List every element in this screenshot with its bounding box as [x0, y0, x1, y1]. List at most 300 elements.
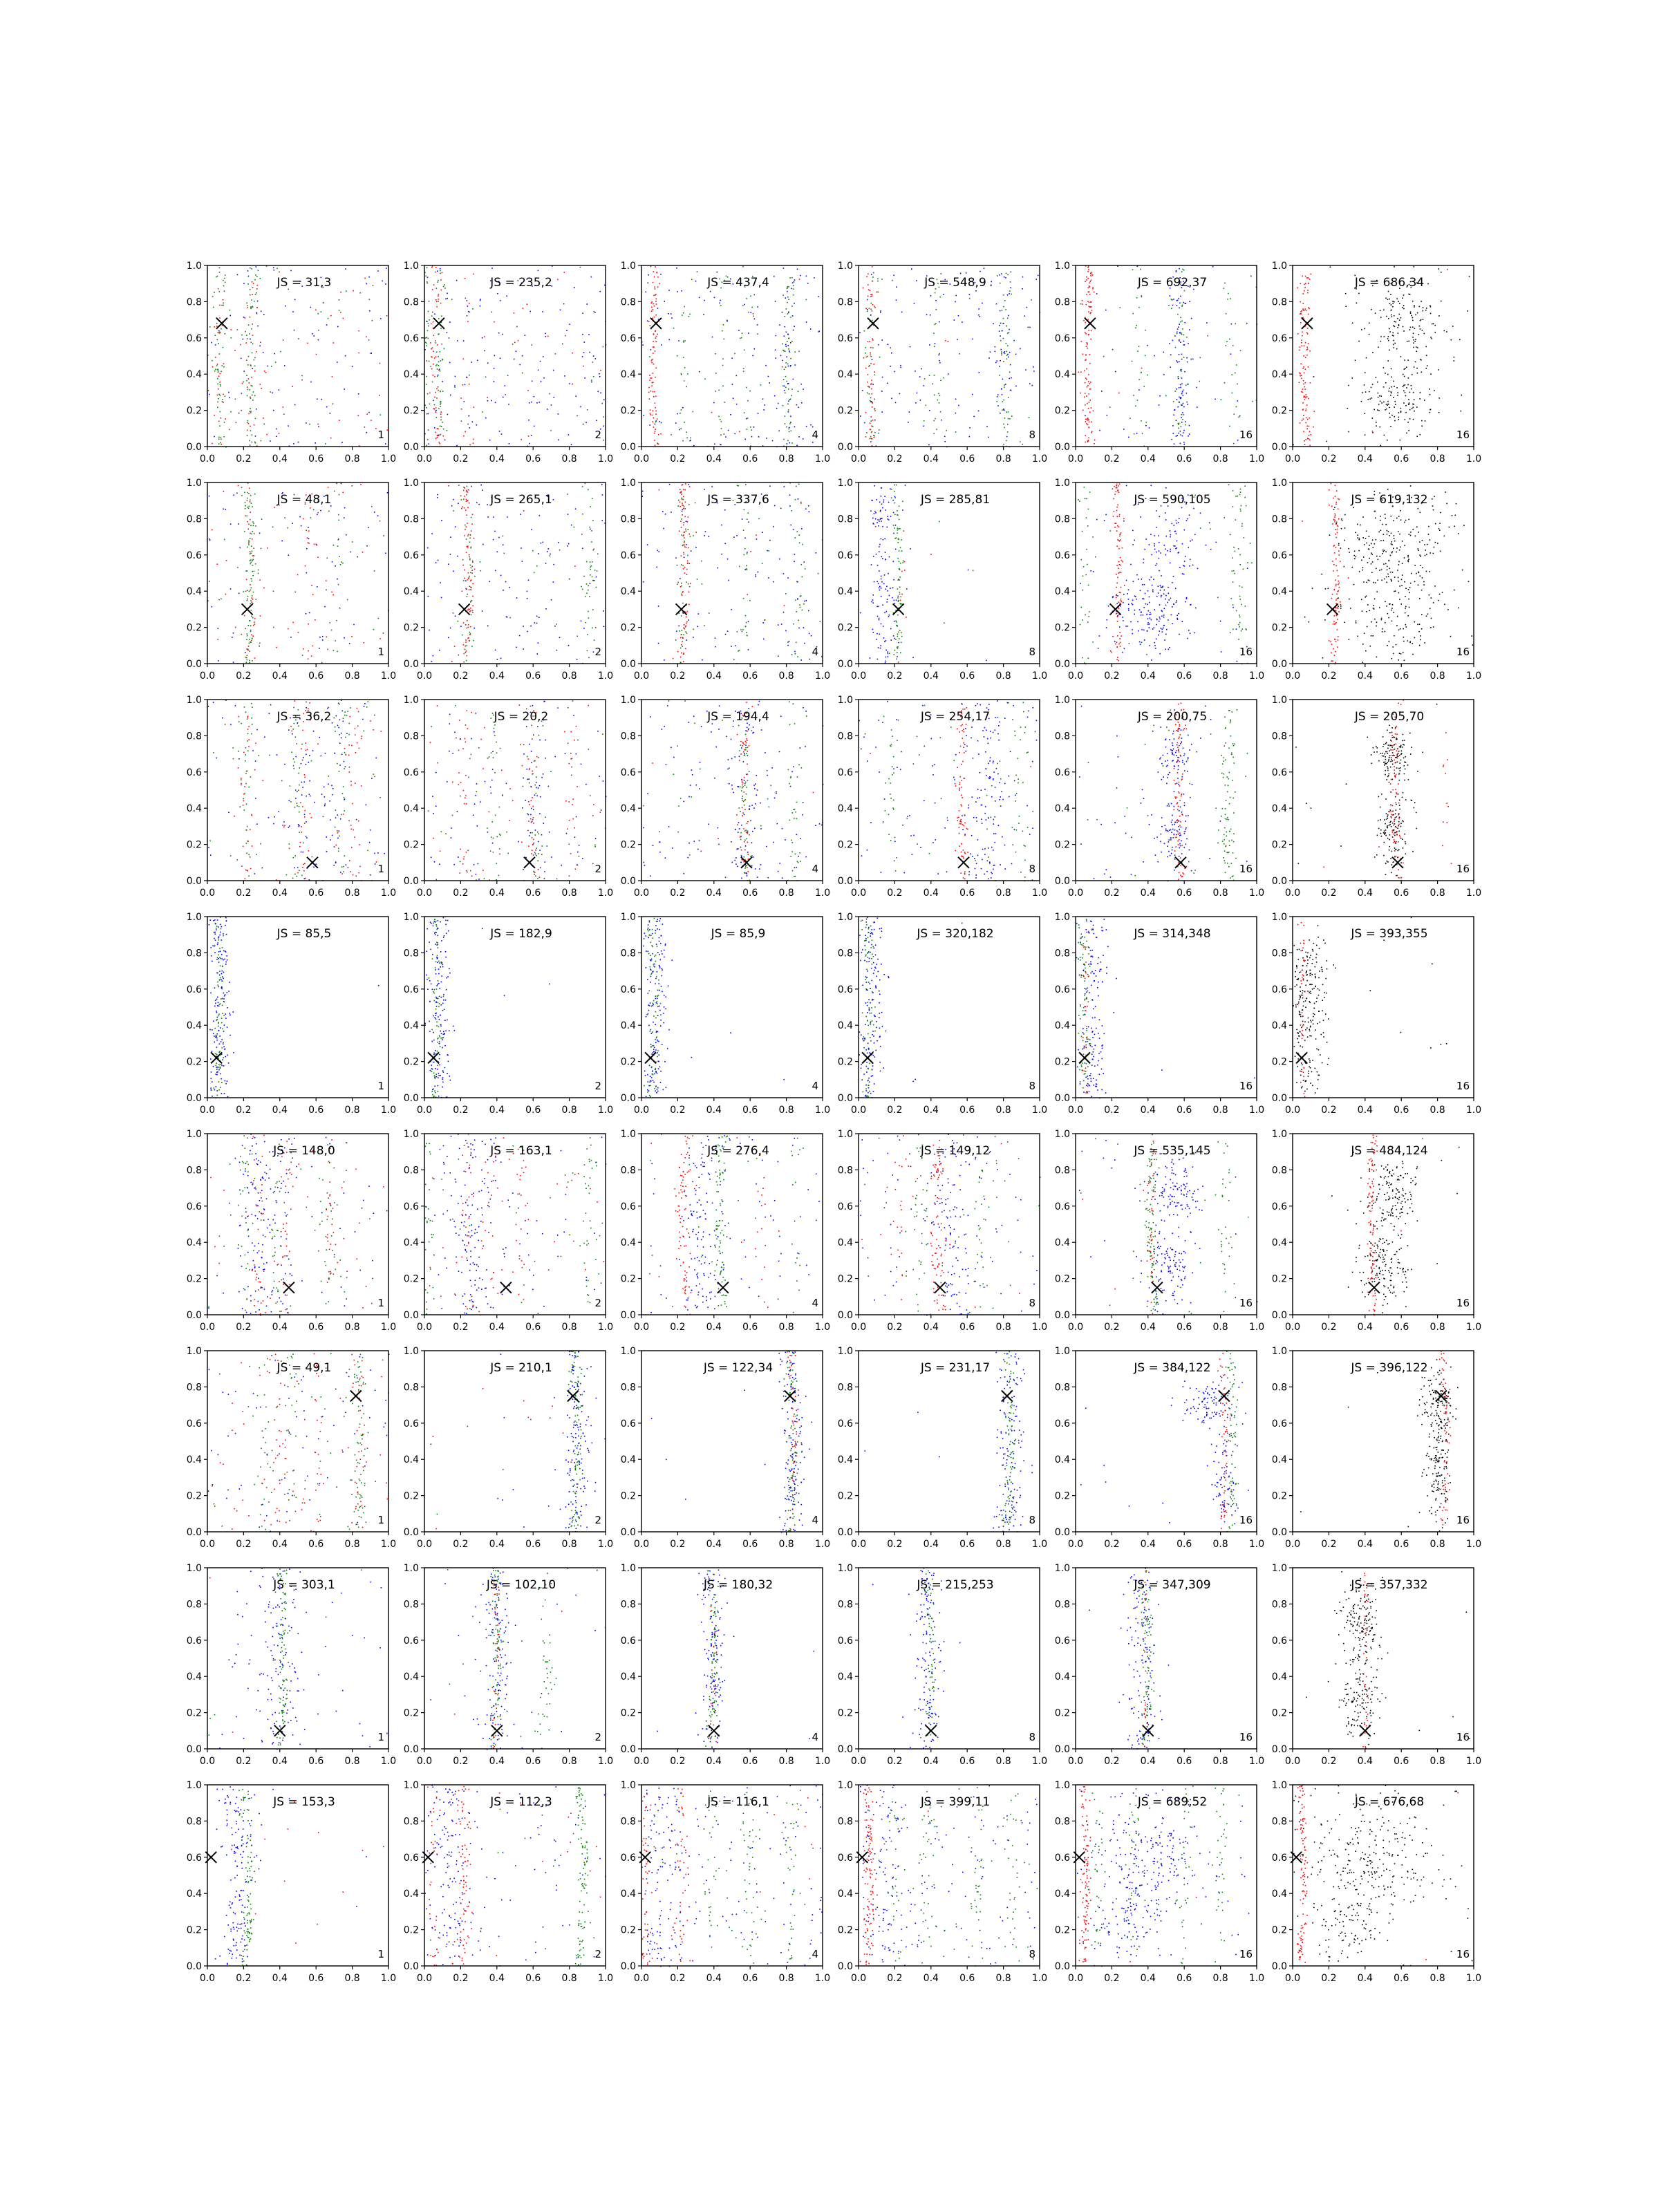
data-point	[1299, 382, 1300, 384]
scatter-panel	[838, 261, 1047, 465]
data-point	[1181, 332, 1183, 334]
data-point	[1176, 360, 1177, 362]
data-point	[595, 627, 597, 628]
data-point	[455, 615, 456, 617]
data-point	[1252, 401, 1253, 402]
data-point	[888, 653, 889, 655]
data-point	[1232, 506, 1234, 507]
data-point	[932, 384, 933, 385]
data-point	[1009, 290, 1011, 292]
data-point	[1299, 350, 1300, 351]
data-point	[352, 541, 353, 543]
data-point	[1413, 419, 1414, 420]
data-point	[221, 437, 222, 438]
data-point	[467, 321, 469, 322]
data-point	[1239, 596, 1241, 597]
data-point	[1199, 381, 1201, 382]
x-tick-label: 0.8	[778, 671, 794, 682]
data-point	[872, 438, 873, 440]
data-point	[888, 519, 890, 521]
data-point	[1419, 306, 1421, 308]
data-point	[1361, 401, 1362, 402]
data-point	[514, 342, 516, 344]
data-point	[1338, 636, 1339, 637]
data-point	[1168, 305, 1170, 306]
data-point	[440, 303, 442, 304]
data-point	[1008, 315, 1009, 317]
data-point	[1088, 311, 1089, 312]
data-point	[1414, 341, 1416, 342]
data-point	[785, 593, 787, 594]
y-tick-label: 0.0	[1054, 659, 1070, 670]
data-point	[1330, 266, 1331, 268]
data-point	[683, 534, 684, 536]
data-point	[242, 383, 243, 384]
data-point	[676, 268, 677, 269]
data-point	[1417, 373, 1418, 374]
data-point	[683, 340, 684, 341]
data-point	[527, 390, 529, 391]
data-point	[930, 554, 932, 555]
data-point	[891, 398, 892, 400]
data-point	[435, 267, 437, 268]
data-point	[256, 599, 257, 600]
data-point	[429, 393, 431, 394]
data-point	[220, 332, 221, 333]
series-black	[1293, 266, 1470, 446]
data-point	[890, 348, 891, 349]
data-point	[427, 321, 428, 322]
data-point	[1092, 287, 1094, 288]
data-point	[683, 568, 684, 570]
y-tick-label: 1.0	[186, 478, 202, 489]
data-point	[1171, 308, 1172, 310]
data-point	[1385, 601, 1386, 603]
data-point	[1151, 659, 1152, 661]
data-point	[252, 281, 253, 283]
data-point	[869, 365, 870, 366]
data-point	[936, 309, 937, 310]
data-point	[1390, 395, 1391, 396]
data-point	[794, 651, 796, 653]
data-point	[899, 568, 900, 570]
data-point	[678, 340, 679, 341]
data-point	[1444, 604, 1445, 606]
data-point	[809, 633, 810, 635]
data-point	[1158, 585, 1159, 587]
data-point	[1385, 514, 1386, 515]
data-point	[1179, 567, 1181, 568]
data-point	[236, 493, 238, 494]
data-point	[1372, 432, 1374, 433]
data-point	[241, 865, 243, 867]
data-point	[1386, 316, 1387, 317]
data-point	[1087, 424, 1089, 426]
data-point	[433, 375, 434, 376]
data-point	[1168, 619, 1169, 621]
data-point	[1080, 583, 1081, 584]
data-point	[1368, 399, 1369, 400]
data-point	[254, 366, 256, 367]
data-point	[794, 279, 796, 281]
data-point	[689, 563, 691, 564]
data-point	[1120, 557, 1121, 559]
data-point	[939, 402, 940, 404]
data-point	[1378, 393, 1379, 394]
data-point	[232, 637, 233, 638]
data-point	[442, 272, 443, 274]
data-point	[454, 386, 456, 388]
data-point	[1182, 543, 1183, 545]
data-point	[1092, 536, 1094, 538]
data-point	[247, 521, 248, 523]
data-point	[1458, 533, 1459, 534]
data-point	[1088, 374, 1089, 375]
data-point	[686, 581, 687, 583]
data-point	[872, 347, 874, 348]
y-tick-label: 0.6	[1054, 550, 1070, 561]
data-point	[386, 315, 388, 317]
corner-count-label: 8	[1029, 429, 1035, 441]
y-tick-label: 0.0	[620, 659, 636, 670]
data-point	[252, 555, 254, 556]
data-point	[1374, 619, 1376, 620]
data-point	[1155, 648, 1156, 649]
data-point	[255, 525, 256, 527]
data-point	[1151, 619, 1152, 621]
data-point	[1371, 572, 1373, 573]
data-point	[796, 611, 798, 612]
data-point	[580, 406, 581, 408]
data-point	[1093, 571, 1094, 572]
data-point	[1164, 639, 1165, 641]
data-point	[1302, 276, 1303, 277]
data-point	[599, 376, 601, 377]
data-point	[543, 356, 544, 357]
data-point	[1116, 594, 1117, 595]
data-point	[461, 499, 462, 500]
data-point	[1186, 597, 1188, 599]
data-point	[1234, 573, 1235, 574]
data-point	[780, 355, 782, 357]
data-point	[1025, 369, 1027, 371]
data-point	[1383, 540, 1385, 541]
data-point	[1447, 609, 1449, 610]
data-point	[502, 334, 503, 335]
data-point	[1441, 272, 1442, 273]
data-point	[463, 622, 465, 624]
data-point	[722, 386, 724, 387]
data-point	[876, 499, 877, 500]
data-point	[866, 357, 868, 358]
data-point	[436, 417, 438, 418]
x-tick-label: 0.2	[453, 671, 469, 682]
data-point	[449, 362, 451, 364]
series-green	[424, 265, 606, 446]
data-point	[730, 414, 731, 415]
data-point	[786, 332, 787, 333]
data-point	[316, 544, 317, 545]
data-point	[877, 519, 879, 521]
data-point	[542, 311, 543, 312]
data-point	[308, 650, 309, 652]
data-point	[1090, 312, 1091, 313]
data-point	[872, 281, 873, 282]
data-point	[1089, 383, 1090, 384]
data-point	[874, 307, 876, 308]
data-point	[688, 316, 690, 317]
data-point	[1086, 346, 1087, 347]
data-point	[1117, 621, 1118, 622]
data-point	[586, 592, 588, 594]
data-point	[708, 536, 709, 537]
data-point	[1338, 611, 1340, 612]
data-point	[1389, 417, 1391, 418]
data-point	[340, 312, 341, 313]
data-point	[1183, 341, 1185, 342]
data-point	[318, 339, 319, 341]
axes-frame	[424, 482, 606, 664]
data-point	[487, 397, 488, 399]
data-point	[1164, 545, 1165, 546]
data-point	[661, 422, 662, 424]
data-point	[1183, 390, 1184, 391]
data-point	[229, 315, 231, 317]
data-point	[899, 528, 901, 529]
data-point	[1139, 609, 1141, 610]
data-point	[467, 610, 469, 611]
data-point	[1029, 327, 1031, 328]
data-point	[1373, 547, 1374, 548]
data-point	[254, 395, 256, 397]
data-point	[1340, 561, 1341, 562]
data-point	[1334, 615, 1335, 617]
data-point	[894, 621, 895, 622]
x-marker	[1110, 603, 1121, 615]
data-point	[1240, 509, 1241, 510]
data-point	[782, 294, 784, 296]
data-point	[1118, 491, 1120, 493]
data-point	[250, 625, 252, 626]
data-point	[1197, 568, 1199, 570]
data-point	[321, 312, 322, 313]
data-point	[1297, 333, 1299, 335]
data-point	[484, 336, 485, 337]
data-point	[966, 272, 967, 274]
data-point	[465, 298, 467, 299]
data-point	[655, 445, 656, 447]
data-point	[662, 511, 664, 512]
data-point	[582, 589, 583, 590]
data-point	[243, 283, 245, 284]
data-point	[1369, 398, 1371, 400]
data-point	[809, 512, 810, 513]
data-point	[598, 391, 599, 393]
data-point	[879, 586, 881, 588]
data-point	[591, 530, 592, 532]
data-point	[943, 294, 944, 295]
data-point	[463, 662, 465, 663]
data-point	[470, 626, 471, 628]
data-point	[1120, 646, 1121, 647]
data-point	[1107, 415, 1108, 416]
data-point	[871, 383, 872, 384]
data-point	[684, 508, 686, 509]
data-point	[256, 292, 257, 294]
data-point	[247, 634, 248, 635]
data-point	[1089, 286, 1091, 288]
data-point	[684, 537, 685, 538]
data-point	[551, 404, 552, 406]
data-point	[1340, 606, 1342, 607]
data-point	[265, 372, 267, 373]
data-point	[1305, 283, 1306, 284]
data-point	[433, 400, 434, 402]
data-point	[327, 558, 328, 559]
data-point	[1158, 535, 1159, 536]
data-point	[223, 285, 225, 287]
data-point	[1382, 553, 1383, 554]
data-point	[1391, 608, 1393, 609]
data-point	[1430, 552, 1431, 554]
data-point	[1232, 557, 1233, 559]
data-point	[260, 341, 261, 343]
data-point	[1361, 329, 1362, 330]
data-point	[1146, 422, 1147, 423]
data-point	[745, 615, 747, 617]
data-point	[873, 523, 874, 525]
data-point	[369, 299, 371, 300]
data-point	[873, 556, 874, 557]
data-point	[220, 395, 221, 396]
data-point	[559, 550, 561, 551]
data-point	[243, 371, 245, 372]
data-point	[1426, 554, 1427, 555]
data-point	[683, 341, 684, 343]
data-point	[1084, 487, 1085, 488]
data-point	[497, 659, 498, 660]
data-point	[1087, 403, 1088, 404]
data-point	[308, 850, 310, 852]
data-point	[1137, 400, 1138, 401]
data-point	[1447, 269, 1448, 270]
data-point	[248, 726, 250, 727]
data-point	[906, 588, 908, 590]
y-tick-label: 0.4	[403, 369, 419, 381]
data-point	[743, 598, 744, 599]
data-point	[901, 550, 903, 552]
data-point	[527, 631, 528, 632]
data-point	[315, 442, 316, 444]
data-point	[1412, 529, 1414, 530]
data-point	[1406, 387, 1407, 388]
data-point	[1403, 652, 1404, 653]
data-point	[317, 556, 319, 558]
data-point	[896, 485, 897, 486]
data-point	[252, 531, 254, 532]
data-point	[1163, 374, 1165, 375]
data-point	[655, 424, 656, 425]
data-point	[888, 616, 890, 617]
data-point	[798, 436, 800, 438]
data-point	[682, 505, 683, 506]
data-point	[1022, 288, 1023, 290]
data-point	[899, 393, 901, 395]
data-point	[873, 364, 874, 365]
data-point	[547, 409, 548, 410]
data-point	[1033, 371, 1035, 372]
data-point	[218, 288, 219, 290]
data-point	[335, 640, 337, 641]
data-point	[909, 411, 910, 413]
data-point	[648, 387, 650, 388]
data-point	[433, 321, 434, 323]
data-point	[744, 439, 746, 440]
data-point	[1380, 317, 1382, 318]
data-point	[1365, 538, 1367, 539]
data-point	[247, 596, 249, 597]
data-point	[784, 336, 785, 337]
data-point	[656, 336, 657, 337]
data-point	[687, 611, 688, 612]
series-blue	[1080, 485, 1248, 662]
data-point	[933, 433, 935, 434]
data-point	[531, 435, 532, 436]
data-point	[250, 553, 252, 554]
data-point	[1159, 558, 1160, 559]
data-point	[791, 288, 792, 290]
data-point	[642, 344, 644, 346]
data-point	[244, 615, 245, 617]
data-point	[693, 535, 694, 536]
data-point	[887, 651, 888, 653]
data-point	[969, 298, 971, 299]
data-point	[1232, 345, 1234, 346]
data-point	[866, 432, 868, 433]
data-point	[241, 335, 243, 336]
data-point	[1390, 426, 1391, 427]
data-point	[1405, 588, 1407, 589]
data-point	[252, 560, 254, 561]
data-point	[466, 491, 467, 493]
data-point	[229, 310, 231, 311]
data-point	[722, 358, 724, 359]
data-point	[794, 303, 795, 304]
data-point	[649, 398, 650, 400]
data-point	[465, 529, 466, 530]
data-point	[212, 529, 213, 531]
data-point	[874, 432, 876, 433]
data-point	[649, 356, 650, 357]
data-point	[582, 548, 583, 550]
data-point	[1412, 320, 1414, 321]
data-point	[1224, 283, 1226, 284]
data-point	[1238, 639, 1239, 640]
data-point	[1378, 410, 1380, 411]
data-point	[1405, 520, 1407, 521]
data-point	[1337, 591, 1338, 592]
data-point	[461, 420, 462, 422]
data-point	[440, 411, 442, 413]
data-point	[1415, 315, 1416, 316]
data-point	[1412, 374, 1413, 375]
data-point	[463, 435, 465, 437]
data-point	[358, 872, 359, 874]
data-point	[297, 574, 299, 576]
data-point	[1396, 644, 1397, 646]
y-tick-label: 0.6	[1054, 332, 1070, 344]
data-point	[1365, 372, 1366, 373]
